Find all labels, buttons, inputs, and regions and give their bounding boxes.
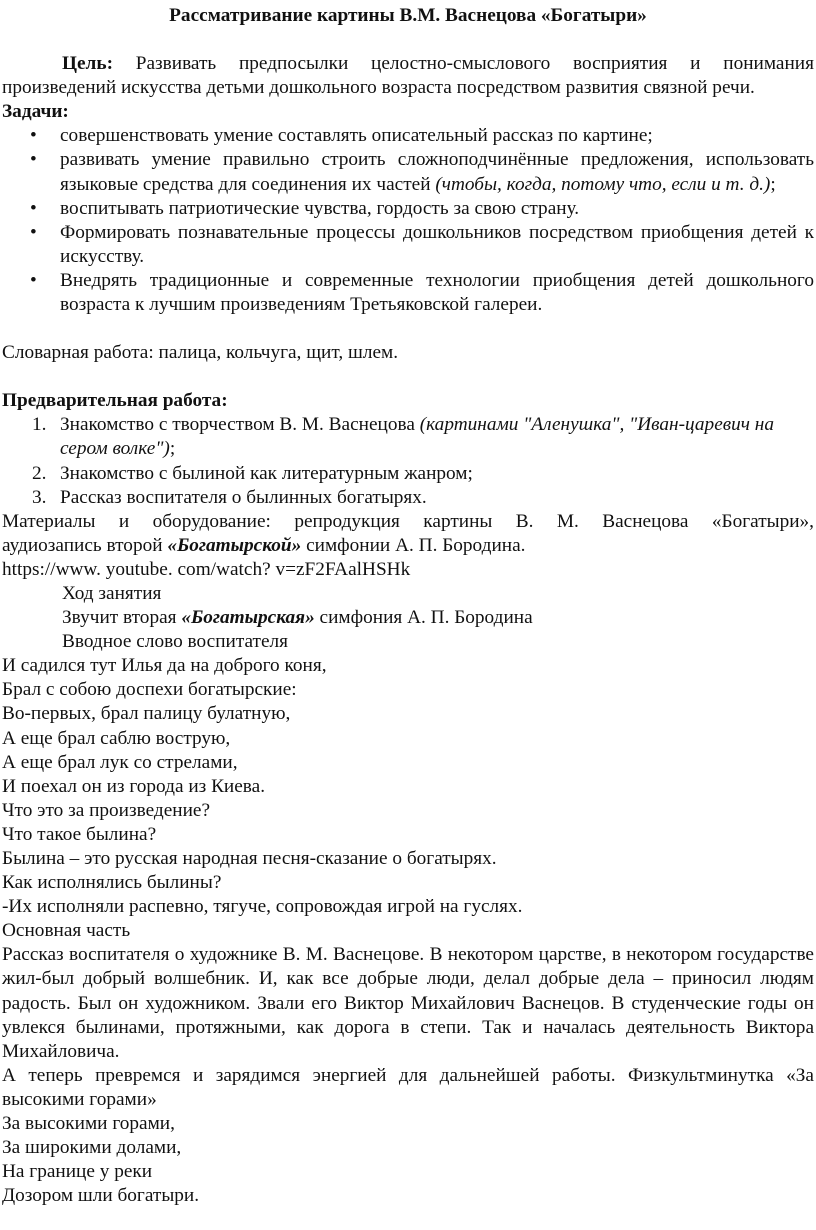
tasks-label: Задачи: (2, 101, 69, 123)
poem-line: И поехал он из города из Киева. (2, 775, 266, 797)
goal-text: Развивать предпосылки целостно-смыслового восприятия и понимания произведений искусства детьми дошкольного возраста посредством развития связной речи. (2, 53, 814, 99)
bullet-icon: • (30, 221, 37, 243)
list-item-text: Знакомство с былиной как литературным жанром; (60, 462, 473, 484)
qa-line: Как исполнялись былины? (2, 872, 222, 894)
bullet-icon: • (30, 269, 37, 291)
materials-text: симфонии А. П. Бородина. (301, 534, 526, 556)
bullet-icon: • (30, 197, 37, 219)
symphony-name: «Богатырская» (181, 607, 315, 629)
list-item-tail: ; (169, 438, 176, 460)
blank-line (2, 365, 814, 389)
list-item-text: Знакомство с творчеством В. М. Васнецова (60, 414, 420, 436)
music-text: Звучит вторая (62, 607, 182, 629)
blank-line (2, 317, 814, 341)
poem-line: А еще брал лук со стрелами, (2, 751, 238, 773)
list-number: 3. (32, 486, 47, 508)
warmup-paragraph: А теперь превремся и зарядимся энергией для дальнейшей работы. Физкультминутка «За высокими горами» (2, 1064, 814, 1110)
list-item-text: воспитывать патриотические чувства, гордость за свою страну. (60, 197, 580, 219)
tasks-list (2, 124, 814, 317)
list-item-text: Рассказ воспитателя о былинных богатырях. (60, 486, 427, 508)
prelim-label: Предварительная работа: (2, 390, 228, 412)
qa-line: Что такое былина? (2, 823, 157, 845)
list-item-italic: (чтобы, когда, потому что, если и т. д.) (435, 173, 771, 195)
qa-line: Былина – это русская народная песня-сказание о богатырях. (2, 848, 497, 869)
course-heading: Ход занятия (62, 582, 162, 604)
list-item-text: Формировать познавательные процессы дошкольников посредством приобщения детей к искусству. (60, 221, 814, 267)
qa-line: -Их исполняли распевно, тягуче, сопровождая игрой на гуслях. (2, 896, 523, 918)
music-text: симфония А. П. Бородина (314, 607, 533, 629)
list-number: 1. (32, 414, 47, 436)
bullet-icon: • (30, 149, 37, 171)
page-title: Рассматривание картины В.М. Васнецова «Богатыри» (169, 5, 647, 26)
poem-line: Во-первых, брал палицу булатную, (2, 703, 291, 725)
poem-line: Брал с собою доспехи богатырские: (2, 679, 297, 701)
materials-line-2 (2, 534, 814, 558)
list-item-text: совершенствовать умение составлять описательный рассказ по картине; (60, 125, 653, 147)
list-item (2, 486, 814, 510)
section-heading: Основная часть (2, 920, 131, 942)
poem-line: Дозором шли богатыри. (2, 1185, 200, 1207)
poem-line: А еще брал саблю вострую, (2, 727, 231, 749)
prelim-list (2, 413, 814, 509)
poem-line: За высокими горами, (2, 1113, 175, 1135)
list-item (2, 124, 814, 148)
poem-line: За широкими долами, (2, 1137, 182, 1159)
poem-line: И садился тут Илья да на доброго коня, (2, 655, 327, 677)
qa-line: Что это за произведение? (2, 799, 211, 821)
goal-paragraph (2, 52, 814, 100)
list-item (2, 269, 814, 317)
symphony-name: «Богатырской» (167, 534, 302, 556)
materials-text: аудиозапись второй (2, 534, 168, 556)
list-item (2, 413, 814, 461)
list-item (2, 148, 814, 196)
music-line (2, 606, 814, 630)
list-item (2, 197, 814, 221)
vocab-paragraph: Словарная работа: палица, кольчуга, щит, шлем. (2, 342, 399, 364)
list-item-tail: ; (770, 173, 776, 195)
list-item-text: Внедрять традиционные и современные технологии приобщения детей дошкольного возраста к лучшим произведениям Третьяковской галереи. (60, 269, 814, 316)
list-item-italic: (картинами "Аленушка", "Иван-царевич на сером волке") (60, 414, 774, 460)
poem-line: На границе у реки (2, 1161, 153, 1183)
list-number: 2. (32, 462, 47, 484)
list-item (2, 221, 814, 269)
goal-label: Цель: (62, 53, 113, 75)
blank-line (2, 28, 814, 52)
list-item (2, 462, 814, 486)
list-item-text: развивать умение правильно строить сложноподчинённые предложения, использовать языковые средства для соединения их частей (60, 149, 814, 195)
intro-heading: Вводное слово воспитателя (62, 631, 289, 653)
youtube-link[interactable]: https://www. youtube. com/watch? v=zF2FAalHSHk (2, 558, 411, 580)
materials-line: Материалы и оборудование: репродукция картины В. М. Васнецова «Богатыри», (2, 510, 814, 532)
story-paragraph: Рассказ воспитателя о художнике В. М. Васнецове. В некотором царстве, в некотором государстве жил-был добрый волшебник. И, как все добрые люди, делал добрые дела – приносил людям радость. Был он художником. Звали его Виктор Михайлович Васнецов. В студенческие годы он увлекся былинами, протяжными, как дорога в степи. Так и началась деятельность Виктора Михайловича. (2, 944, 814, 1062)
bullet-icon: • (30, 125, 37, 147)
